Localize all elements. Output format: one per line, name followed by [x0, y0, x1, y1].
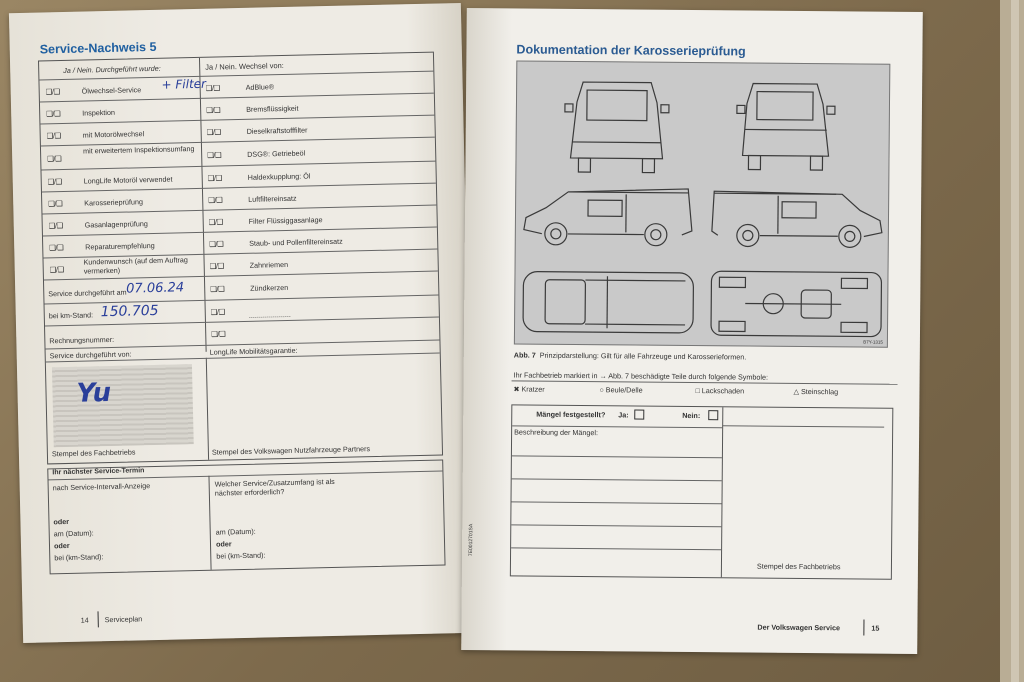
handwritten-date: 07.06.24 [126, 280, 185, 297]
item-air-filter: Luftfiltereinsatz [248, 193, 297, 204]
checkbox-pair[interactable]: ❑/❑ [210, 284, 225, 294]
dent-symbol-icon: ○ [599, 385, 604, 395]
service-record-table [38, 52, 443, 465]
next-service-title: Ihr nächster Service-Termin [52, 467, 145, 477]
checkbox-pair[interactable]: ❑/❑ [48, 221, 63, 231]
service-date-label: Service durchgeführt am [48, 287, 127, 299]
checkbox-pair[interactable]: ❑/❑ [48, 199, 63, 209]
description-label: Beschreibung der Mängel: [514, 427, 599, 438]
page-number-left: 14 [80, 615, 89, 625]
left-column-header: Ja / Nein. Durchgeführt wurde: [63, 63, 161, 75]
stone-chip-symbol-icon: △ [793, 386, 800, 396]
item-adblue: AdBlue® [245, 82, 275, 92]
item-lpg-filter: Filter Flüssiggasanlage [248, 215, 323, 226]
checkbox-pair[interactable]: ❑/❑ [207, 173, 222, 183]
item-brake-fluid: Bremsflüssigkeit [246, 103, 299, 114]
van-underside-view [711, 271, 882, 336]
legend-paint-damage [695, 386, 744, 395]
dealer-stamp [52, 364, 194, 447]
checkbox-pair[interactable]: ❑/❑ [208, 217, 223, 227]
marking-instruction: Ihr Fachbetrieb markiert in → Abb. 7 beschädigte Teile durch folgende Symbole: [513, 370, 769, 382]
item-haldex-oil: Haldexkupplung: Öl [247, 171, 311, 182]
which-service-label: Welcher Service/Zusatzumfang ist als nächster erforderlich? [214, 476, 335, 498]
legend-label: Kratzer [521, 384, 545, 394]
figure-label: Abb. 7 [513, 350, 536, 360]
next-service-by-display: nach Service-Intervall-Anzeige [52, 481, 151, 493]
defects-question: Mängel festgestellt? [536, 409, 606, 420]
vehicle-outlines [515, 61, 889, 346]
no-label: Nein: [682, 410, 701, 421]
handwritten-km: 150.705 [100, 302, 159, 321]
paint-damage-symbol-icon: □ [695, 386, 700, 396]
column-divider [199, 58, 207, 352]
page-number-right: 15 [871, 623, 880, 633]
row-divider [511, 524, 721, 527]
item-customer-wish: Kundenwunsch (auf dem Auftrag vermerken) [83, 255, 188, 276]
service-by-label: Service durchgeführt von: [49, 349, 132, 361]
item-longlife-oil: LongLife Motoröl verwendet [83, 174, 173, 186]
row-divider [512, 455, 722, 458]
van-left-side-view [524, 188, 692, 246]
km-label: bei km-Stand: [48, 310, 94, 321]
oder-label: oder [53, 540, 70, 551]
figure-caption: Prinzipdarstellung: Gilt für alle Fahrzeuge und Karosserieformen. [539, 350, 747, 362]
footer-divider [98, 611, 99, 627]
checkbox-pair[interactable]: ❑/❑ [205, 83, 220, 93]
van-right-side-view [712, 191, 882, 247]
row-divider [511, 501, 721, 504]
vehicle-diagram [514, 60, 890, 347]
longlife-warranty-label: LongLife Mobilitätsgarantie: [209, 345, 298, 357]
workshop-stamp-label: Stempel des Fachbetriebs [756, 561, 841, 572]
van-rear-view [736, 83, 835, 170]
checkbox-pair[interactable]: ❑/❑ [45, 87, 60, 97]
column-divider [208, 476, 211, 570]
checkbox-pair[interactable]: ❑/❑ [49, 265, 64, 275]
checkbox-pair[interactable]: ❑/❑ [49, 243, 64, 253]
checkbox-pair[interactable]: ❑/❑ [208, 195, 223, 205]
adjacent-paper-edge [1011, 0, 1019, 682]
item-diesel-filter: Dieselkraftstofffilter [246, 125, 308, 136]
legend-label: Lackschaden [701, 386, 745, 396]
km-stand-label: bei (km-Stand): [54, 552, 104, 563]
item-inspection: Inspektion [82, 107, 116, 118]
legend-label: Beule/Delle [605, 385, 643, 395]
signature: Yu [76, 377, 112, 409]
item-timing-belt: Zahnriemen [249, 259, 289, 270]
column-divider [721, 407, 723, 577]
legend-label: Steinschlag [800, 386, 839, 397]
checkbox-pair[interactable]: ❑/❑ [46, 109, 61, 119]
row-divider [512, 478, 722, 481]
item-repair-recommendation: Reparaturempfehlung [85, 240, 155, 252]
checkbox-pair[interactable]: ❑/❑ [209, 261, 224, 271]
legend-dent [599, 385, 642, 394]
section-label: Serviceplan [104, 614, 143, 625]
date-label: am (Datum): [215, 526, 256, 537]
yes-checkbox[interactable] [634, 409, 644, 419]
invoice-label: Rechnungsnummer: [49, 334, 115, 346]
checkbox-pair[interactable]: ❑/❑ [211, 329, 226, 339]
item-oil-service: Ölwechsel-Service [81, 85, 142, 96]
body-inspection-title: Dokumentation der Karosserieprüfung [516, 42, 746, 59]
left-page [9, 3, 475, 643]
checkbox-pair[interactable]: ❑/❑ [47, 154, 62, 164]
yes-label: Ja: [618, 410, 629, 420]
item-with-oil-change: mit Motorölwechsel [82, 129, 145, 140]
brand-footer: Der Volkswagen Service [757, 622, 841, 633]
column-divider-lower [206, 358, 209, 460]
stamp-partner-label: Stempel des Fachbetriebs [51, 447, 136, 459]
oder-label: oder [53, 516, 70, 527]
defects-table [510, 404, 893, 579]
checkbox-pair[interactable]: ❑/❑ [207, 150, 222, 160]
figure-code: B7Y-1315 [863, 339, 883, 345]
item-pollen-filter: Staub- und Pollenfiltereinsatz [249, 236, 343, 248]
oder-label: oder [215, 539, 232, 549]
checkbox-pair[interactable]: ❑/❑ [210, 307, 225, 317]
van-front-view [564, 82, 669, 173]
checkbox-pair[interactable]: ❑/❑ [47, 177, 62, 187]
handwritten-filter-note: + Filter [161, 76, 207, 92]
no-checkbox[interactable] [708, 410, 718, 420]
van-top-view [523, 272, 694, 333]
legend-stone-chip [793, 387, 838, 396]
dotted-line: ..................... [248, 309, 291, 320]
item-gas-system-check: Gasanlagenprüfung [84, 219, 148, 230]
right-page [461, 8, 923, 654]
row-divider [511, 547, 721, 550]
km-stand-label: bei (km-Stand): [216, 550, 266, 561]
checkbox-pair[interactable]: ❑/❑ [46, 131, 61, 141]
side-print-code: 7E0012701SA [468, 523, 475, 557]
legend-scratch [513, 384, 544, 393]
footer-divider [863, 620, 864, 636]
row-divider [722, 425, 884, 427]
scratch-symbol-icon: ✖ [513, 384, 520, 394]
next-service-box [47, 459, 445, 574]
item-spark-plugs: Zündkerzen [250, 282, 289, 293]
row-divider [41, 161, 435, 171]
item-extended-inspection: mit erweitertem Inspektionsumfang [82, 144, 195, 156]
service-record-title: Service-Nachweis 5 [39, 39, 157, 57]
date-label: am (Datum): [53, 528, 94, 539]
item-dsg-oil: DSG®: Getriebeöl [247, 148, 306, 159]
item-body-check: Karosserieprüfung [84, 197, 144, 208]
stamp-vw-label: Stempel des Volkswagen Nutzfahrzeuge Partners [211, 444, 371, 457]
checkbox-pair[interactable]: ❑/❑ [206, 127, 221, 137]
right-column-header: Ja / Nein. Wechsel von: [205, 60, 284, 72]
checkbox-pair[interactable]: ❑/❑ [206, 105, 221, 115]
checkbox-pair[interactable]: ❑/❑ [209, 239, 224, 249]
